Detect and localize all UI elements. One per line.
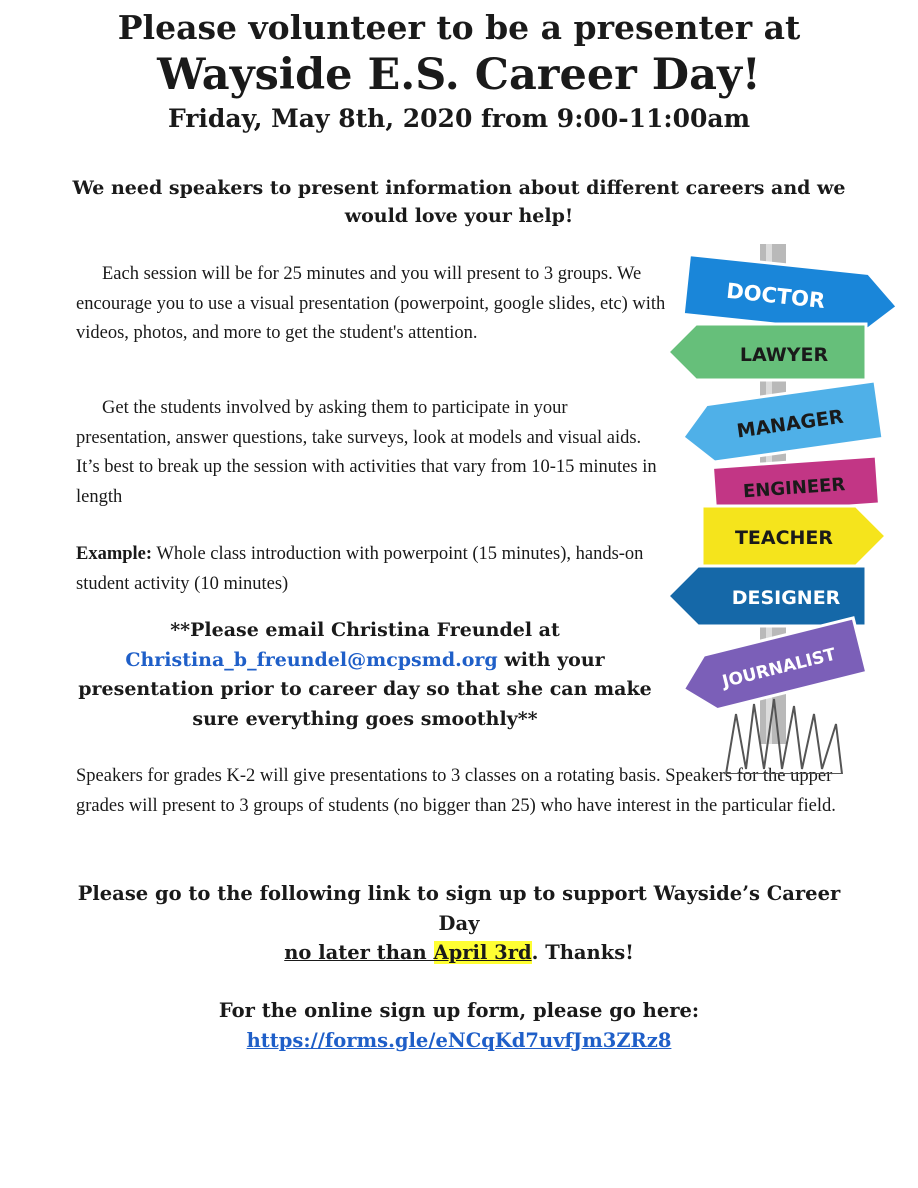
sign-label-teacher: TEACHER bbox=[734, 527, 834, 549]
thanks-text: . Thanks! bbox=[531, 941, 634, 964]
sign-lawyer bbox=[668, 324, 866, 380]
sign-manager bbox=[679, 381, 883, 466]
intro-text: We need speakers to present information about different careers and we would love your help! bbox=[72, 177, 846, 227]
paragraph-session-info bbox=[76, 260, 666, 349]
title-line-1: Please volunteer to be a presenter at bbox=[117, 8, 801, 47]
form-label: For the online sign up form, please go here: bbox=[218, 999, 700, 1022]
sign-label-doctor: DOCTOR bbox=[725, 278, 827, 313]
deadline-prefix: no later than bbox=[284, 941, 434, 964]
paragraph-involvement bbox=[76, 394, 666, 512]
email-suffix: with your presentation prior to career day so that she can make sure everything goes smoothly** bbox=[78, 648, 652, 730]
sign-teacher bbox=[702, 506, 886, 566]
example-text: Whole class introduction with powerpoint (15 minutes), hands-on student activity (10 minutes) bbox=[76, 544, 644, 594]
email-instructions bbox=[70, 616, 660, 734]
paragraph-involvement-text: Get the students involved by asking them to participate in your presentation, answer questions, take surveys, look at models and visual aids. It’s best to break up the session with activities that vary from 10-15 minutes in length bbox=[76, 398, 657, 507]
sign-label-manager: MANAGER bbox=[735, 405, 845, 443]
paragraph-grades: Speakers for grades K-2 will give presentations to 3 classes on a rotating basis. Speakers for the upper grades will present to 3 groups of students (no bigger than 25) who have interest in the particular field. bbox=[76, 766, 836, 816]
signup-instructions bbox=[60, 879, 858, 968]
sign-label-lawyer: LAWYER bbox=[739, 344, 829, 366]
example-paragraph bbox=[76, 540, 666, 599]
career-signpost-graphic bbox=[666, 244, 918, 774]
sign-designer bbox=[668, 566, 866, 626]
deadline-date: April 3rd bbox=[433, 941, 532, 964]
title-line-2: Wayside E.S. Career Day! bbox=[157, 50, 761, 100]
signup-line: Please go to the following link to sign up to support Wayside’s Career Day bbox=[77, 882, 841, 935]
form-link[interactable]: https://forms.gle/eNCqKd7uvfJm3ZRz8 bbox=[246, 1029, 672, 1052]
email-link[interactable]: Christina_b_freundel@mcpsmd.org bbox=[125, 648, 498, 671]
event-date: Friday, May 8th, 2020 from 9:00-11:00am bbox=[167, 104, 751, 133]
sign-label-designer: DESIGNER bbox=[731, 587, 841, 609]
sign-label-journalist: JOURNALIST bbox=[720, 644, 838, 693]
deadline-text bbox=[284, 941, 531, 964]
form-section bbox=[0, 996, 918, 1056]
paragraph-session-text: Each session will be for 25 minutes and you will present to 3 groups. We encourage you to use a visual presentation (powerpoint, google slides, etc) with videos, photos, and more to get the student's attention. bbox=[76, 264, 666, 343]
sign-label-engineer: ENGINEER bbox=[742, 474, 846, 503]
email-prefix: **Please email Christina Freundel at bbox=[170, 619, 560, 641]
example-label: Example: bbox=[76, 544, 153, 564]
